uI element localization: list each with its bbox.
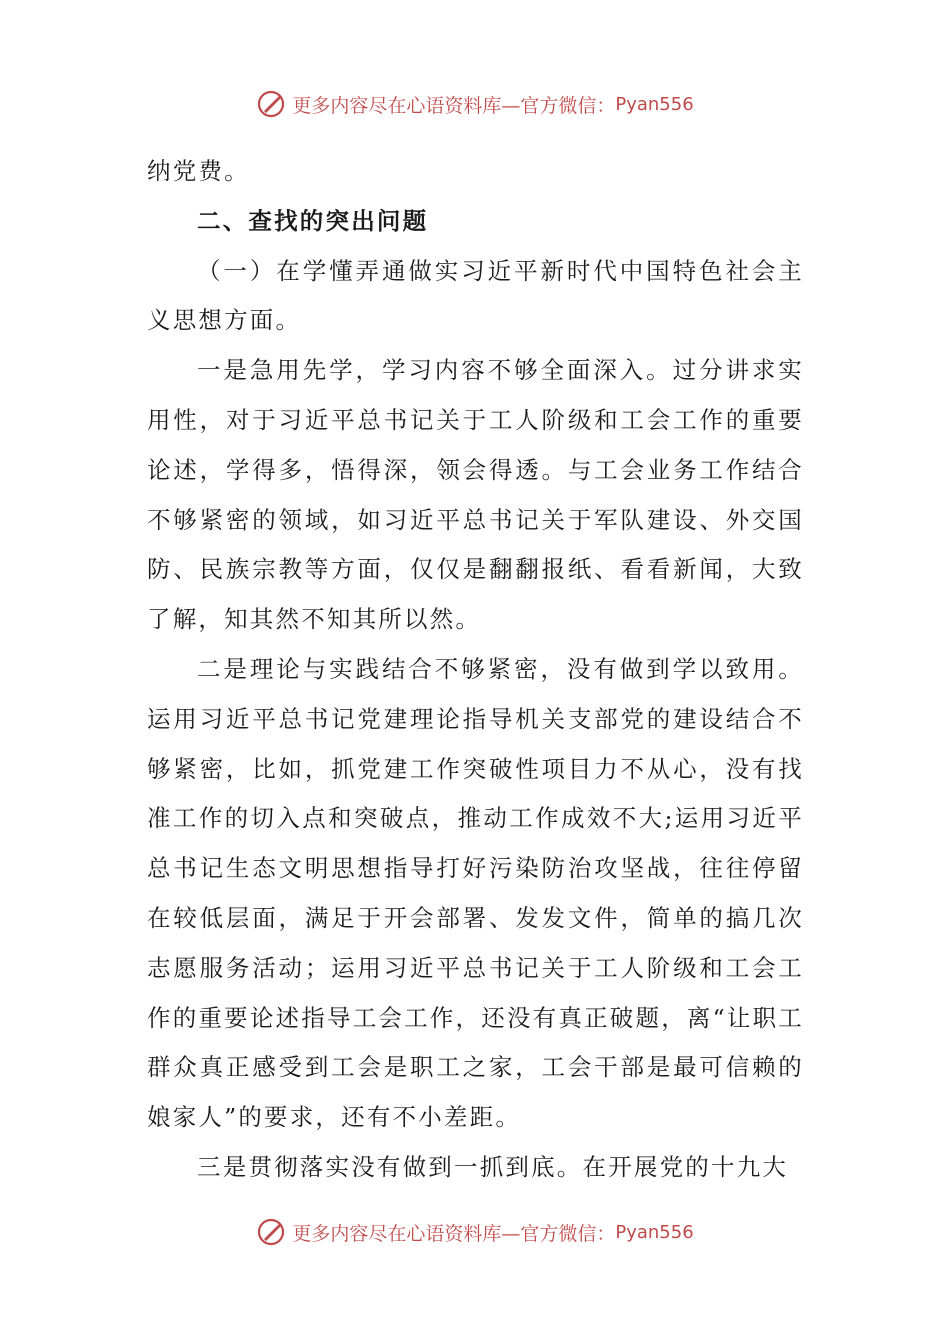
paragraph-2: 二是理论与实践结合不够紧密，没有做到学以致用。运用习近平总书记党建理论指导机关支部党的建设结合不够紧密，比如，抓党建工作突破性项目力不从心，没有找准工作的切入点和突破点，推动工作成效不大;运用习近平总书记生态文明思想指导打好污染防治攻坚战，往往停留在较低层面，满足于开会部署、发发文件，简单的搞几次志愿服务活动；运用习近平总书记关于工人阶级和工会工作的重要论述指导工会工作，还没有真正破题，离“让职工群众真正感受到工会是职工之家，工会干部是最可信赖的娘家人”的要求，还有不小差距。 xyxy=(147,654,804,1132)
watermark-banner-top xyxy=(0,84,950,124)
sub-heading: （一）在学懂弄通做实习近平新时代中国特色社会主义思想方面。 xyxy=(147,256,804,335)
watermark-wechat-id: Pyan556 xyxy=(615,93,694,115)
pen-seal-icon xyxy=(256,89,286,119)
paragraph-continued: 纳党费。 xyxy=(147,157,250,185)
watermark-wechat-id: Pyan556 xyxy=(615,1221,694,1243)
paragraph-3: 三是贯彻落实没有做到一抓到底。在开展党的十九大 xyxy=(197,1152,789,1181)
document-body xyxy=(147,147,804,1193)
watermark-banner-bottom xyxy=(0,1212,950,1252)
paragraph-1: 一是急用先学，学习内容不够全面深入。过分讲求实用性，对于习近平总书记关于工人阶级和工会工作的重要论述，学得多，悟得深，领会得透。与工会业务工作结合不够紧密的领域，如习近平总书记关于军队建设、外交国防、民族宗教等方面，仅仅是翻翻报纸、看看新闻，大致了解，知其然不知其所以然。 xyxy=(147,356,804,634)
watermark-text: 更多内容尽在心语资料库—官方微信： xyxy=(292,94,616,117)
section-heading: 二、查找的突出问题 xyxy=(197,206,429,235)
watermark-text: 更多内容尽在心语资料库—官方微信： xyxy=(292,1222,616,1245)
pen-seal-icon xyxy=(256,1217,286,1247)
